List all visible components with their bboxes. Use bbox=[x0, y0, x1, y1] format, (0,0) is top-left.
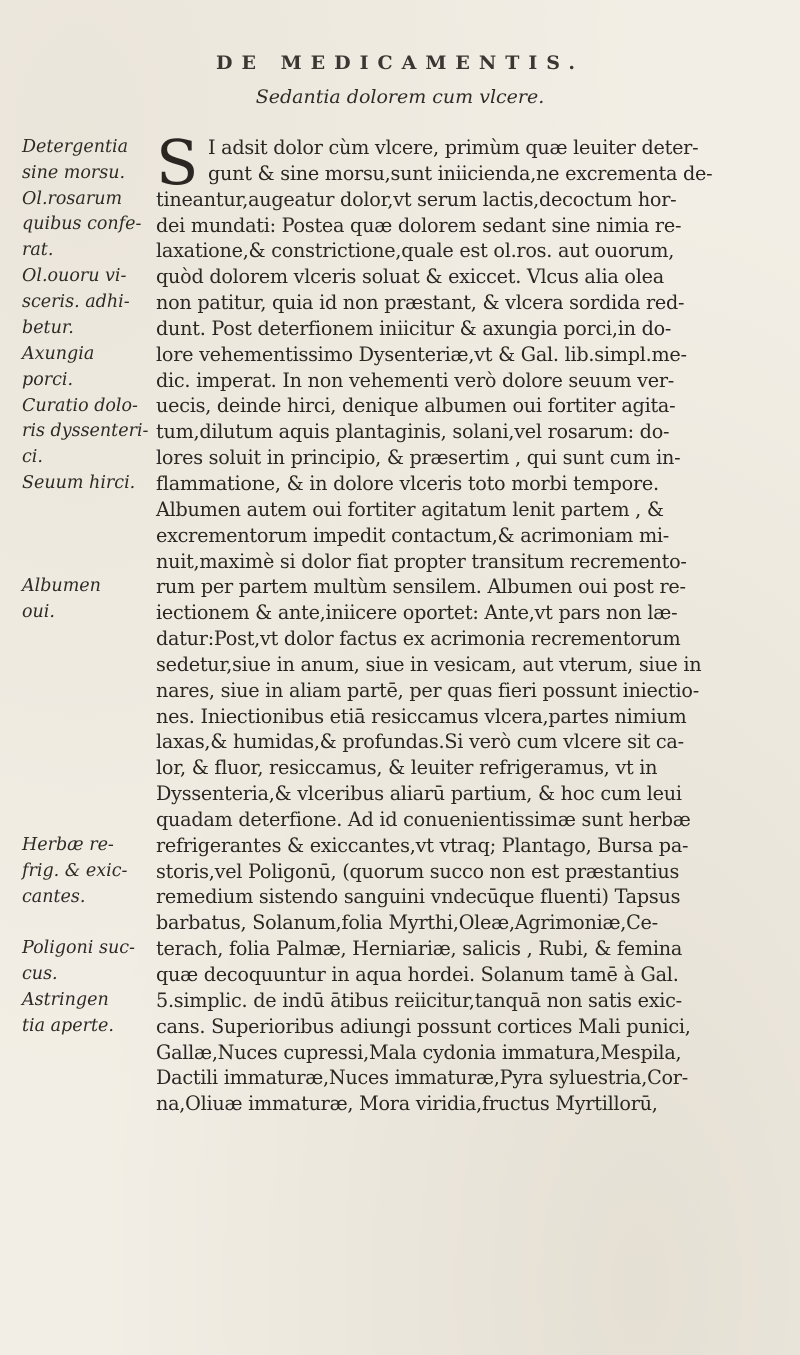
marginal-note: Astringen tia aperte. bbox=[22, 990, 114, 1036]
text-line: tum,dilutum aquis plantaginis, solani,vel rosarum: do- bbox=[156, 420, 670, 444]
text-line: na,Oliuæ immaturæ, Mora viridia,fructus Myrtillorū, bbox=[156, 1092, 658, 1116]
text-line: Albumen autem oui fortiter agitatum lenit partem , & bbox=[156, 497, 664, 521]
marginal-note: Seuum hirci. bbox=[22, 473, 136, 494]
text-line: storis,vel Poligonū, (quorum succo non est præstantius bbox=[156, 859, 680, 883]
text-line: cans. Superioribus adiungi possunt cortices Mali punici, bbox=[156, 1014, 691, 1038]
text-line: rum per partem multùm sensilem. Albumen oui post re- bbox=[156, 575, 686, 599]
marginal-note: Herbæ re- frig. & exic- cantes. bbox=[22, 834, 128, 907]
marginal-note: Albumen oui. bbox=[22, 576, 101, 623]
section-subtitle: Sedantia dolorem cum vlcere. bbox=[255, 86, 545, 108]
text-line: quadam deterfione. Ad id conuenientissimæ sunt herbæ bbox=[156, 807, 691, 831]
marginal-note: Curatio dolo- ris dyssenteri- ci. bbox=[22, 395, 149, 468]
text-line: dei mundati: Postea quæ dolorem sedant sine nimia re- bbox=[156, 213, 682, 237]
text-line: lore vehementissimo Dysenteriæ,vt & Gal. lib.simpl.me- bbox=[156, 342, 687, 366]
marginal-note: Detergentia sine morsu. bbox=[22, 137, 129, 183]
text-line: laxatione,& constrictione,quale est ol.ros. aut ouorum, bbox=[156, 239, 675, 263]
text-line: laxas,& humidas,& profundas.Si verò cum vlcere sit ca- bbox=[156, 730, 684, 754]
text-line: uecis, deinde hirci, denique albumen oui fortiter agita- bbox=[156, 394, 676, 418]
body-text bbox=[156, 126, 796, 1117]
text-line: quæ decoquuntur in aqua hordei. Solanum tamē à Gal. bbox=[156, 963, 679, 986]
text-line: iectionem & ante,iniicere oportet: Ante,vt pars non læ- bbox=[156, 601, 678, 625]
marginal-note: Ol.ouoru vi- sceris. adhi- betur. bbox=[22, 266, 130, 338]
text-line: terach, folia Palmæ, Herniariæ, salicis , Rubi, & femina bbox=[156, 937, 683, 961]
text-line: non patitur, quia id non præstant, & vlcera sordida red- bbox=[156, 291, 685, 315]
text-line: barbatus, Solanum,folia Myrthi,Oleæ,Agrimoniæ,Ce- bbox=[156, 911, 658, 935]
marginal-note: Axungia porci. bbox=[22, 343, 95, 390]
text-line: datur:Post,vt dolor factus ex acrimonia recrementorum bbox=[156, 627, 681, 651]
text-line: flammatione, & in dolore vlceris toto morbi tempore. bbox=[156, 471, 659, 495]
marginal-note: Ol.rosarum quibus confe- rat. bbox=[22, 188, 142, 261]
drop-cap: S bbox=[156, 126, 199, 199]
text-line: quòd dolorem vlceris soluat & exiccet. Vlcus alia olea bbox=[156, 265, 664, 289]
text-line: I adsit dolor cùm vlcere, primùm quæ leuiter deter- bbox=[208, 136, 699, 159]
text-line: gunt & sine morsu,sunt iniicienda,ne excrementa de- bbox=[208, 161, 713, 185]
text-line: sedetur,siue in anum, siue in vesicam, aut vterum, siue in bbox=[156, 652, 702, 676]
text-line: remedium sistendo sanguini vndecūque fluenti) Tapsus bbox=[156, 885, 681, 909]
text-line: Dyssenteria,& vlceribus aliarū partium, & hoc cum leui bbox=[156, 782, 682, 806]
text-line: 5.simplic. de indū ātibus reiicitur,tanquā non satis exic- bbox=[156, 988, 682, 1012]
text-line: nes. Iniectionibus etiā resiccamus vlcera,partes nimium bbox=[156, 704, 687, 728]
text-line: excrementorum impedit contactum,& acrimoniam mi- bbox=[156, 523, 670, 547]
marginal-note: Poligoni suc- cus. bbox=[22, 938, 135, 985]
text-line: dunt. Post deterfionem iniicitur & axungia porci,in do- bbox=[156, 316, 672, 340]
text-line: lores soluit in principio, & præsertim , qui sunt cum in- bbox=[156, 446, 681, 470]
text-line: lor, & fluor, resiccamus, & leuiter refrigeramus, vt in bbox=[156, 756, 658, 780]
text-line: Gallæ,Nuces cupressi,Mala cydonia immatura,Mespila, bbox=[156, 1040, 682, 1064]
text-line: tineantur,augeatur dolor,vt serum lactis,decoctum hor- bbox=[156, 187, 677, 211]
text-line: Dactili immaturæ,Nuces immaturæ,Pyra syluestria,Cor- bbox=[156, 1066, 688, 1090]
text-line: nuit,maximè si dolor fiat propter transitum recremento- bbox=[156, 549, 687, 573]
running-head: DE MEDICAMENTIS. bbox=[216, 52, 584, 74]
text-line: dic. imperat. In non vehementi verò dolore seuum ver- bbox=[156, 368, 674, 392]
text-line: refrigerantes & exiccantes,vt vtraq; Plantago, Bursa pa- bbox=[156, 833, 689, 857]
text-line: nares, siue in aliam partē, per quas fieri possunt iniectio- bbox=[156, 678, 699, 702]
